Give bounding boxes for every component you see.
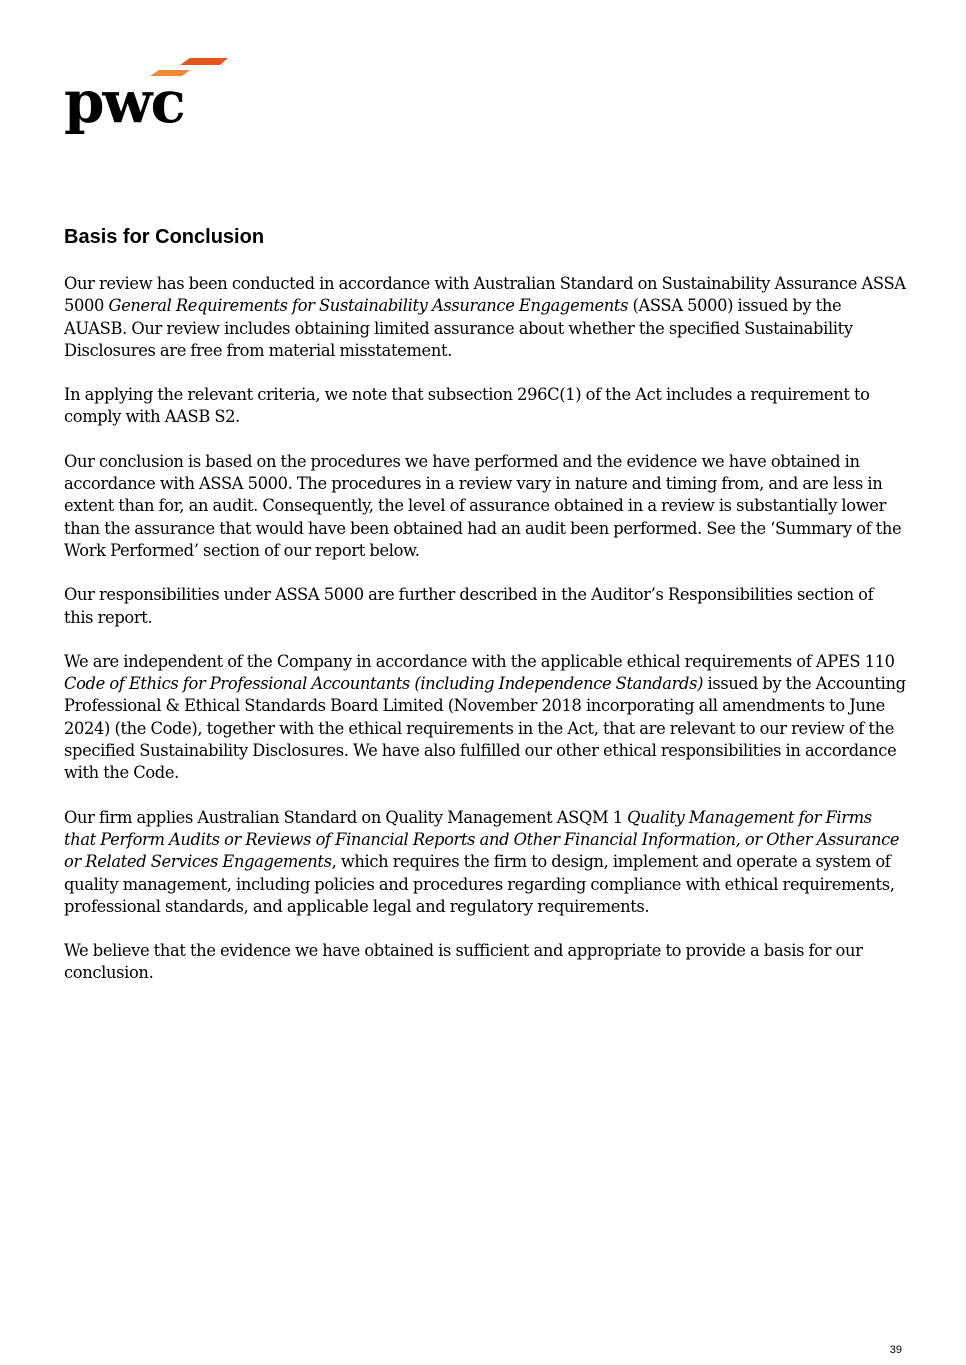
paragraph-assurance-standard <box>64 273 906 362</box>
paragraph-criteria: In applying the relevant criteria, we note that subsection 296C(1) of the Act includes a requirement to comply with AASB S2. <box>64 385 870 427</box>
page-number: 39 <box>889 1344 902 1356</box>
section-title: Basis for Conclusion <box>64 226 265 248</box>
asqm-title: Quality Management for Firms that Perform Audits or Reviews of Financial Reports and Other Financial Information, or Other Assurance or Related Services Engagements <box>64 807 900 872</box>
paragraph-independence <box>64 651 906 785</box>
paragraph-responsibilities: Our responsibilities under ASSA 5000 are further described in the Auditor’s Responsibilities section of this report. <box>64 585 874 627</box>
document-body <box>64 273 906 1007</box>
paragraph-text: , which requires the firm to design, implement and operate a system of quality management, including policies and procedures regarding compliance with ethical requirements, professional standards, and applicable legal and regulatory requirements. <box>64 852 895 916</box>
logo-accent-bar-top <box>180 58 228 65</box>
paragraph-evidence: We believe that the evidence we have obtained is sufficient and appropriate to provide a basis for our conclusion. <box>64 941 863 983</box>
paragraph-conclusion-basis: Our conclusion is based on the procedures we have performed and the evidence we have obtained in accordance with ASSA 5000. The procedures in a review vary in nature and timing from, and are less in extent than for, an audit. Consequently, the level of assurance obtained in a review is substantially lower than the assurance that would have been obtained had an audit been performed. See the ‘Summary of the Work Performed’ section of our report below. <box>64 451 902 560</box>
code-title: Code of Ethics for Professional Accountants (including Independence Standards) <box>64 674 704 694</box>
paragraph-text: issued by the Accounting Professional & Ethical Standards Board Limited (November 2018 incorporating all amendments to June 2024) (the Code), together with the ethical requirements in the Act, that are relevant to our review of the specified Sustainability Disclosures. We have also fulfilled our other ethical responsibilities in accordance with the Code. <box>64 674 906 783</box>
standard-title: General Requirements for Sustainability Assurance Engagements <box>108 296 629 316</box>
paragraph-text: Our firm applies Australian Standard on Quality Management ASQM 1 <box>64 807 628 827</box>
pwc-logo <box>64 56 232 140</box>
pwc-logo-graphic <box>64 56 232 140</box>
paragraph-text: Our review has been conducted in accordance with Australian Standard on Sustainability Assurance ASSA 5000 <box>64 274 906 316</box>
paragraph-text: (ASSA 5000) issued by the AUASB. Our review includes obtaining limited assurance about whether the specified Sustainability Disclosures are free from material misstatement. <box>64 296 853 360</box>
logo-wordmark: pwc <box>64 68 184 136</box>
paragraph-quality-management <box>64 807 906 918</box>
paragraph-text: We are independent of the Company in accordance with the applicable ethical requirements of APES 110 <box>64 651 895 671</box>
